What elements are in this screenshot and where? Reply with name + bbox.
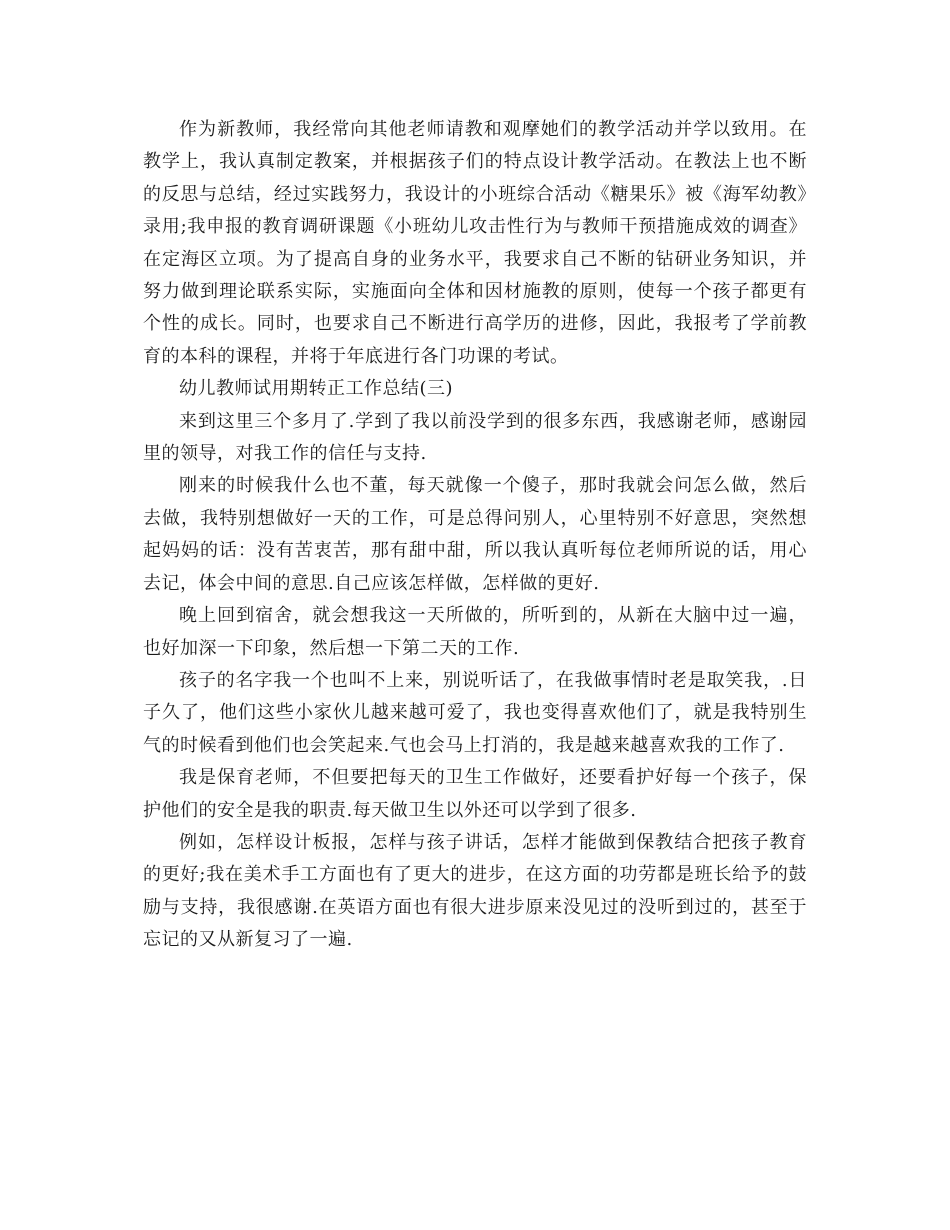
paragraph-6: 我是保育老师，不但要把每天的卫生工作做好，还要看护好每一个孩子，保护他们的安全是我的职责.每天做卫生以外还可以学到了很多.	[143, 767, 807, 821]
paragraph-4: 晚上回到宿舍，就会想我这一天所做的，所听到的，从新在大脑中过一遍，也好加深一下印象，然后想一下第二天的工作.	[143, 605, 807, 659]
paragraph-5: 孩子的名字我一个也叫不上来，别说听话了，在我做事情时老是取笑我，.日子久了，他们这些小家伙儿越来越可爱了，我也变得喜欢他们了，就是我特别生气的时候看到他们也会笑起来.气也会马上打消的，我是越来越喜欢我的工作了.	[143, 669, 807, 756]
paragraph-3: 刚来的时候我什么也不董，每天就像一个傻子，那时我就会问怎么做，然后去做，我特别想做好一天的工作，可是总得问别人，心里特别不好意思，突然想起妈妈的话：没有苦衷苦，那有甜中甜，所以我认真听每位老师所说的话，用心去记，体会中间的意思.自己应该怎样做，怎样做的更好.	[143, 475, 807, 594]
document-body	[143, 114, 807, 957]
section-heading: 幼儿教师试用期转正工作总结(三)	[179, 378, 454, 400]
paragraph-2: 来到这里三个多月了.学到了我以前没学到的很多东西，我感谢老师，感谢园里的领导，对我工作的信任与支持.	[143, 410, 807, 465]
paragraph-7: 例如，怎样设计板报，怎样与孩子讲话，怎样才能做到保教结合把孩子教育的更好;我在美术手工方面也有了更大的进步，在这方面的功劳都是班长给予的鼓励与支持，我很感谢.在英语方面也有很大进步原来没见过的没听到过的，甚至于忘记的又从新复习了一遍.	[143, 831, 807, 951]
paragraph-1: 作为新教师，我经常向其他老师请教和观摩她们的教学活动并学以致用。在教学上，我认真制定教案，并根据孩子们的特点设计教学活动。在教法上也不断的反思与总结，经过实践努力，我设计的小班综合活动《糖果乐》被《海军幼教》录用;我申报的教育调研课题《小班幼儿攻击性行为与教师干预措施成效的调查》在定海区立项。为了提高自身的业务水平，我要求自己不断的钻研业务知识，并努力做到理论联系实际，实施面向全体和因材施教的原则，使每一个孩子都更有个性的成长。同时，也要求自己不断进行高学历的进修，因此，我报考了学前教育的本科的课程，并将于年底进行各门功课的考试。	[143, 119, 807, 367]
